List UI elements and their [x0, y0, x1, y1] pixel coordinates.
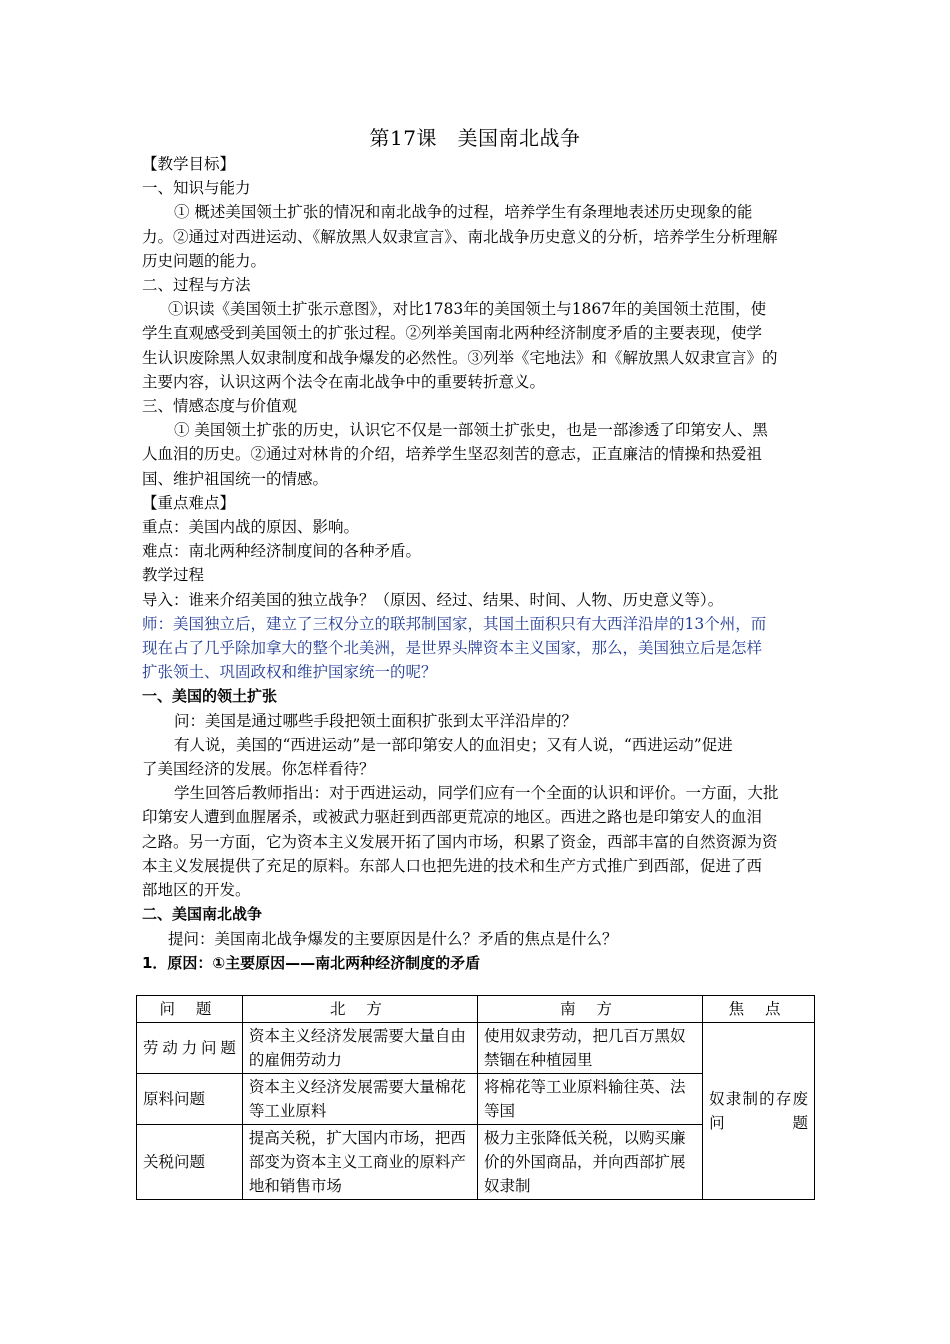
cause-heading: 1．原因：①主要原因——南北两种经济制度的矛盾 [142, 953, 481, 972]
paragraph-line: 现在占了几乎除加拿大的整个北美洲，是世界头牌资本主义国家，那么，美国独立后是怎样 [142, 639, 763, 658]
key-point: 重点：美国内战的原因、影响。 [142, 518, 360, 537]
paragraph-line: 部地区的开发。 [142, 881, 251, 900]
paragraph-line: 师：美国独立后，建立了三权分立的联邦制国家，其国土面积只有大西洋沿岸的13个州，而 [142, 614, 767, 633]
paragraph-line: ① 美国领土扩张的历史，认识它不仅是一部领土扩张史，也是一部渗透了印第安人、黑 [174, 421, 768, 440]
paragraph-line: 有人说，美国的“西进运动”是一部印第安人的血泪史；又有人说，“西进运动”促进 [174, 735, 733, 754]
table-header: 北 方 [242, 996, 477, 1023]
paragraph-line: 国、维护祖国统一的情感。 [142, 469, 329, 488]
goals-heading: 【教学目标】 [142, 155, 236, 173]
table-header: 焦 点 [703, 996, 815, 1023]
difficult-point: 难点：南北两种经济制度间的各种矛盾。 [142, 542, 422, 561]
page-title: 第17课 美国南北战争 [369, 126, 581, 150]
teaching-process-heading: 教学过程 [142, 566, 205, 585]
table-row [137, 1023, 815, 1074]
paragraph-line: 印第安人遭到血腥屠杀，或被武力驱赶到西部更荒凉的地区。西进之路也是印第安人的血泪 [142, 808, 763, 827]
paragraph-line: 人血泪的历史。②通过对林肯的介绍，培养学生坚忍刻苦的意志，正直廉洁的情操和热爱祖 [142, 445, 763, 464]
paragraph-line: ①识读《美国领土扩张示意图》，对比1783年的美国领土与1867年的美国领土范围，使 [168, 300, 767, 319]
table-cell-north: 提高关税，扩大国内市场，把西部变为资本主义工商业的原料产地和销售市场 [242, 1125, 477, 1200]
comparison-table [136, 995, 815, 1200]
table-header-row [137, 996, 815, 1023]
paragraph-line: 学生回答后教师指出：对于西进运动，同学们应有一个全面的认识和评价。一方面，大批 [174, 784, 779, 803]
table-cell-north: 资本主义经济发展需要大量自由的雇佣劳动力 [242, 1023, 477, 1074]
question-line: 问：美国是通过哪些手段把领土面积扩张到太平洋沿岸的？ [174, 711, 578, 730]
table-cell-issue: 原料问题 [137, 1074, 243, 1125]
key-difficult-heading: 【重点难点】 [142, 493, 236, 512]
section-heading-expansion: 一、美国的领土扩张 [142, 687, 278, 706]
knowledge-heading: 一、知识与能力 [142, 179, 251, 198]
paragraph-line: 了美国经济的发展。你怎样看待？ [142, 760, 375, 779]
table-cell-south: 极力主张降低关税，以购买廉价的外国商品，并向西部扩展奴隶制 [477, 1125, 702, 1200]
values-heading: 三、情感态度与价值观 [142, 397, 298, 416]
section-heading-civil-war: 二、美国南北战争 [142, 905, 263, 924]
paragraph-line: 之路。另一方面，它为资本主义发展开拓了国内市场，积累了资金，西部丰富的自然资源为资 [142, 832, 778, 851]
table-cell-south: 使用奴隶劳动，把几百万黑奴禁锢在种植园里 [477, 1023, 702, 1074]
question-line: 提问：美国南北战争爆发的主要原因是什么？矛盾的焦点是什么？ [168, 929, 618, 948]
table-cell-issue: 关税问题 [137, 1125, 243, 1200]
paragraph-line: 生认识废除黑人奴隶制度和战争爆发的必然性。③列举《宅地法》和《解放黑人奴隶宣言》的 [142, 348, 778, 367]
table-header: 南 方 [477, 996, 702, 1023]
paragraph-line: 历史问题的能力。 [142, 251, 267, 270]
table-cell-north: 资本主义经济发展需要大量棉花等工业原料 [242, 1074, 477, 1125]
paragraph-line: 主要内容，认识这两个法令在南北战争中的重要转折意义。 [142, 372, 546, 391]
table-cell-focus: 奴隶制的存废问题 [703, 1023, 815, 1200]
paragraph-line: 本主义发展提供了充足的原料。东部人口也把先进的技术和生产方式推广到西部，促进了西 [142, 856, 763, 875]
table-header: 问 题 [137, 996, 243, 1023]
table-cell-south: 将棉花等工业原料输往英、法等国 [477, 1074, 702, 1125]
paragraph-line: 力。②通过对西进运动、《解放黑人奴隶宣言》、南北战争历史意义的分析，培养学生分析理解 [142, 227, 778, 246]
table-cell-issue: 劳动力问题 [137, 1023, 243, 1074]
paragraph-line: 扩张领土、巩固政权和维护国家统一的呢？ [142, 663, 437, 682]
document-body [142, 152, 810, 975]
intro-line: 导入：谁来介绍美国的独立战争？（原因、经过、结果、时间、人物、历史意义等）。 [142, 590, 724, 609]
paragraph-line: 学生直观感受到美国领土的扩张过程。②列举美国南北两种经济制度矛盾的主要表现，使学 [142, 324, 763, 343]
process-method-heading: 二、过程与方法 [142, 276, 251, 295]
paragraph-line: ① 概述美国领土扩张的情况和南北战争的过程，培养学生有条理地表述历史现象的能 [174, 203, 753, 222]
